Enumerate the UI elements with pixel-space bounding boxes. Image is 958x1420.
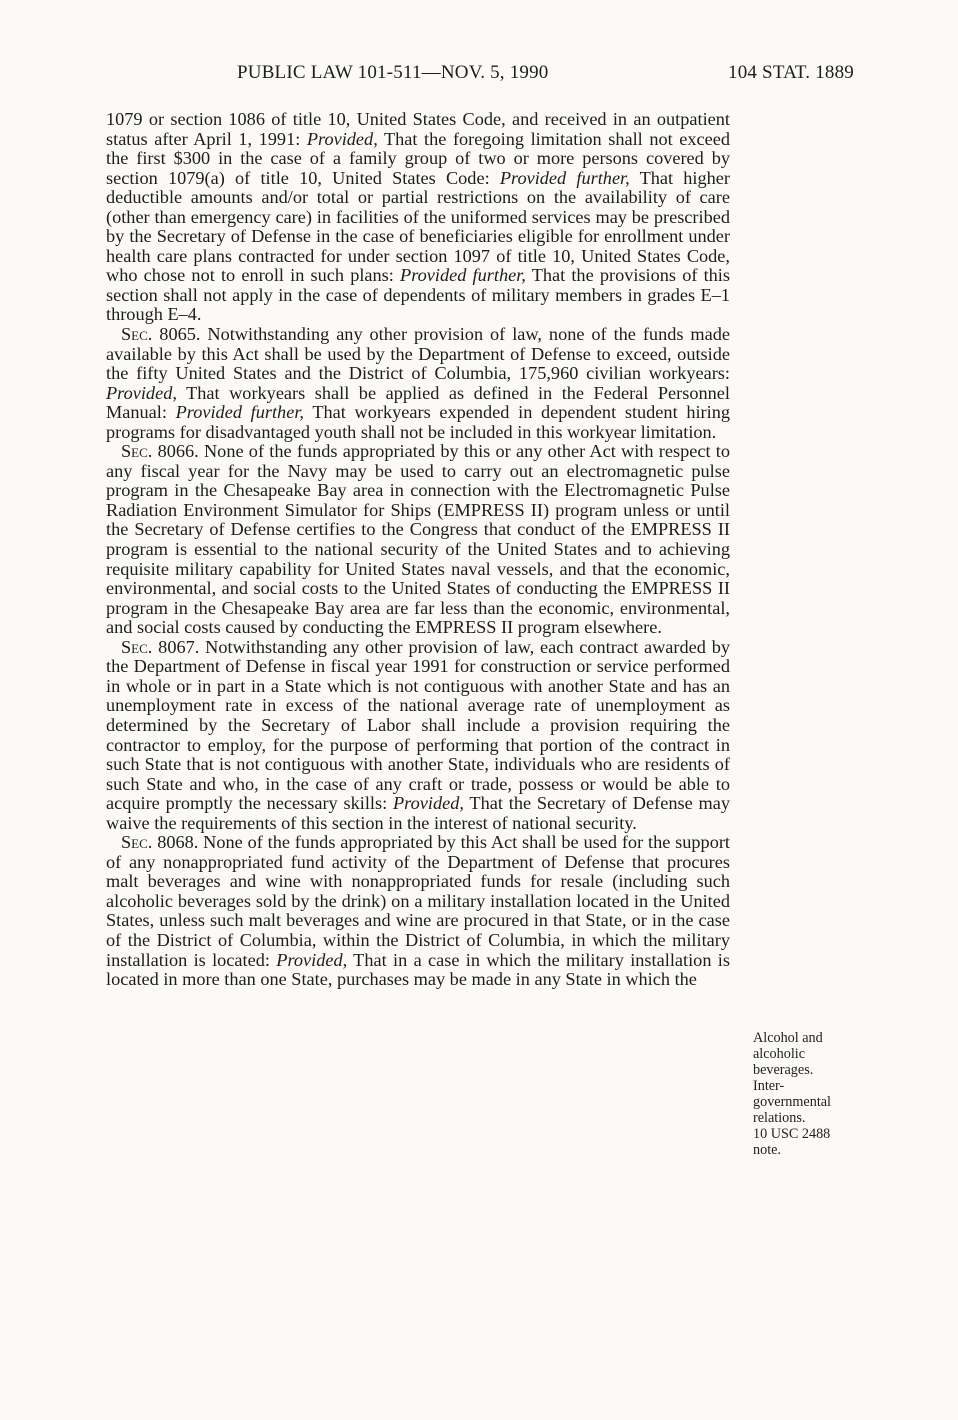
section-label: Sec. — [121, 324, 153, 345]
section-label: Sec. — [121, 441, 153, 462]
text-segment: That in a case in which the military installation is located in more than one State, purchases may be made in any State in which the — [106, 949, 730, 990]
paragraph — [106, 110, 730, 325]
running-head: PUBLIC LAW 101-511—NOV. 5, 1990 — [237, 62, 549, 83]
margin-note-line: Inter- — [753, 1078, 785, 1094]
text-segment: 8066. None of the funds appropriated by this or any other Act with respect to any fiscal year for the Navy may be used to carry out an electromagnetic pulse program in the Chesapeake Bay area in connection with the Electromagnetic Pulse Radiation Environment Simulator for Ships (EMPRESS II) program unless or until the Secretary of Defense certifies to the Congress that conduct of the EMPRESS II program is essential to the national security of the United States and to achieving requisite military capability for United States naval vessels, and that the economic, environmental, and social costs to the United States of conducting the EMPRESS II program in the Chesapeake Bay area are far less than the economic, environmental, and social costs caused by conducting the EMPRESS II program elsewhere. — [106, 441, 730, 638]
proviso-italic: Provided, — [306, 128, 378, 149]
margin-note-line: beverages. — [753, 1062, 814, 1078]
text-segment: 8067. Notwithstanding any other provision of law, each contract awarded by the Department of Defense in fiscal year 1991 for construction or service performed in whole or in part in a State which is not contiguous with another State and has an unemployment rate in excess of the national average rate of unemployment as determined by the Secretary of Labor shall include a provision requiring the contractor to employ, for the purpose of performing that portion of the contract in such State that is not contiguous with another State, individuals who are residents of such State and who, in the case of any craft or trade, possess or would be able to acquire promptly the necessary skills: — [106, 636, 730, 814]
margin-note-line: 10 USC 2488 — [753, 1126, 831, 1142]
margin-note-line: relations. — [753, 1110, 806, 1126]
proviso-italic: Provided further, — [400, 265, 526, 286]
paragraph — [106, 638, 730, 833]
text-segment: 8068. None of the funds appropriated by this Act shall be used for the support of any nonappropriated fund activity of the Department of Defense that procures malt beverages and wine with nonappropriated funds for resale (including such alcoholic beverages sold by the drink) on a military installation located in the United States, unless such malt beverages and wine are procured in that State, or in the case of the District of Columbia, within the District of Columbia, in which the military installation is located: — [106, 832, 730, 970]
section-label: Sec. — [121, 832, 153, 853]
text-segment: That the foregoing limitation shall not exceed the first $300 in the case of a family group of two or more persons covered by section 1079(a) of title 10, United States Code: — [106, 128, 730, 188]
proviso-italic: Provided, — [106, 382, 177, 403]
margin-note — [753, 1030, 873, 1158]
text-segment: That workyears expended in dependent student hiring programs for disadvantaged youth shall not be included in this workyear limitation. — [106, 402, 731, 442]
paragraph — [106, 442, 730, 637]
section-label: Sec. — [121, 636, 153, 657]
text-segment: 8065. Notwithstanding any other provision of law, none of the funds made available by this Act shall be used by the Department of Defense to exceed, outside the fifty United States and the District of Columbia, 175,960 civilian workyears: — [106, 324, 730, 384]
paragraph — [106, 833, 730, 989]
proviso-italic: Provided, — [276, 949, 348, 970]
text-segment: 1079 or section 1086 of title 10, United States Code, and received in an outpatient status after April 1, 1991: — [106, 109, 730, 149]
text-segment: That workyears shall be applied as defined in the Federal Personnel Manual: — [106, 382, 730, 423]
text-segment: That higher deductible amounts and/or total or partial restrictions on the availability of care (other than emergency care) in facilities of the uniformed services may be prescribed by the Secretary of Defense in the case of beneficiaries eligible for enrollment under health care plans contracted for under section 1097 of title 10, United States Code, who chose not to enroll in such plans: — [106, 167, 730, 286]
body-text — [106, 110, 730, 990]
paragraph — [106, 325, 730, 442]
margin-note-line: note. — [753, 1142, 781, 1158]
margin-note-line: alcoholic — [753, 1046, 805, 1062]
text-segment: That the provisions of this section shall not apply in the case of dependents of military members in grades E–1 through E–4. — [106, 265, 730, 325]
proviso-italic: Provided further, — [499, 167, 630, 188]
margin-note-line: Alcohol and — [753, 1030, 823, 1046]
page-stat-number: 104 STAT. 1889 — [728, 62, 855, 83]
proviso-italic: Provided, — [393, 793, 464, 814]
text-segment: That the Secretary of Defense may waive the requirements of this section in the interest of national security. — [106, 793, 730, 833]
proviso-italic: Provided further, — [175, 402, 304, 423]
margin-note-line: governmental — [753, 1094, 832, 1110]
page-header — [0, 62, 958, 92]
